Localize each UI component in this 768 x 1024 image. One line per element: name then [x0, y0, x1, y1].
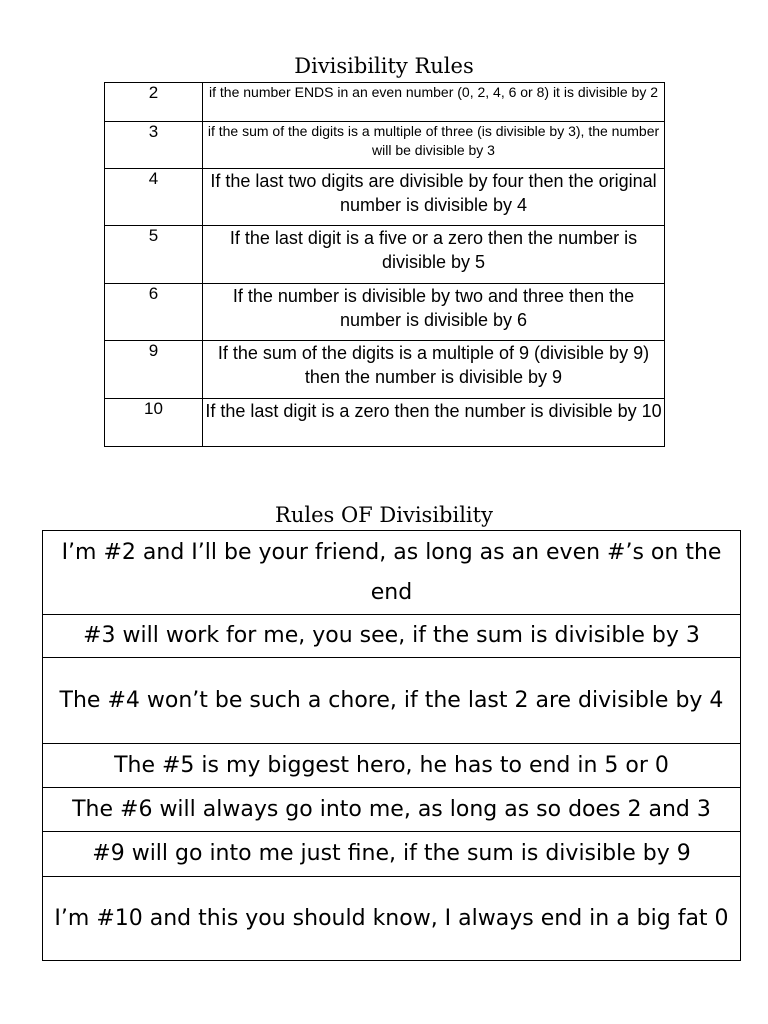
table-row: [105, 226, 665, 284]
poem-line: I’m #10 and this you should know, I always end in a big fat 0: [43, 877, 741, 961]
rule-number: 3: [105, 122, 203, 169]
poem-line: The #5 is my biggest hero, he has to end in 5 or 0: [43, 744, 741, 788]
table-row: [43, 832, 741, 877]
poem-line: The #6 will always go into me, as long as so does 2 and 3: [43, 788, 741, 832]
table-row: [43, 658, 741, 744]
poem-line: #3 will work for me, you see, if the sum is divisible by 3: [43, 615, 741, 658]
rule-number: 10: [105, 399, 203, 447]
rule-text: If the last two digits are divisible by four then the original number is divisible by 4: [203, 169, 665, 226]
rule-text: If the last digit is a zero then the number is divisible by 10: [203, 399, 665, 447]
table-row: [105, 284, 665, 341]
divisibility-rules-table: [104, 82, 665, 447]
poem-title: Rules OF Divisibility: [275, 503, 493, 527]
rule-text: if the sum of the digits is a multiple of three (is divisible by 3), the number will be divisible by 3: [203, 122, 665, 169]
rule-text: If the sum of the digits is a multiple of 9 (divisible by 9) then the number is divisible by 9: [203, 341, 665, 399]
rule-text: If the number is divisible by two and three then the number is divisible by 6: [203, 284, 665, 341]
rule-number: 6: [105, 284, 203, 341]
table-row: [43, 615, 741, 658]
poem-line: I’m #2 and I’ll be your friend, as long as an even #’s on the end: [43, 531, 741, 615]
table-row: [105, 341, 665, 399]
divisibility-poem-table: [42, 530, 741, 961]
table-row: [105, 169, 665, 226]
table-row: [105, 399, 665, 447]
table-row: [43, 788, 741, 832]
rule-number: 9: [105, 341, 203, 399]
table-row: [43, 877, 741, 961]
table-row: [105, 122, 665, 169]
table-row: [43, 531, 741, 615]
table-row: [105, 83, 665, 122]
rule-text: if the number ENDS in an even number (0, 2, 4, 6 or 8) it is divisible by 2: [203, 83, 665, 122]
page-title: Divisibility Rules: [294, 54, 474, 78]
table-row: [43, 744, 741, 788]
rule-number: 4: [105, 169, 203, 226]
rule-text: If the last digit is a five or a zero then the number is divisible by 5: [203, 226, 665, 284]
poem-line: #9 will go into me just fine, if the sum is divisible by 9: [43, 832, 741, 877]
rule-number: 2: [105, 83, 203, 122]
poem-line: The #4 won’t be such a chore, if the last 2 are divisible by 4: [43, 658, 741, 744]
rule-number: 5: [105, 226, 203, 284]
